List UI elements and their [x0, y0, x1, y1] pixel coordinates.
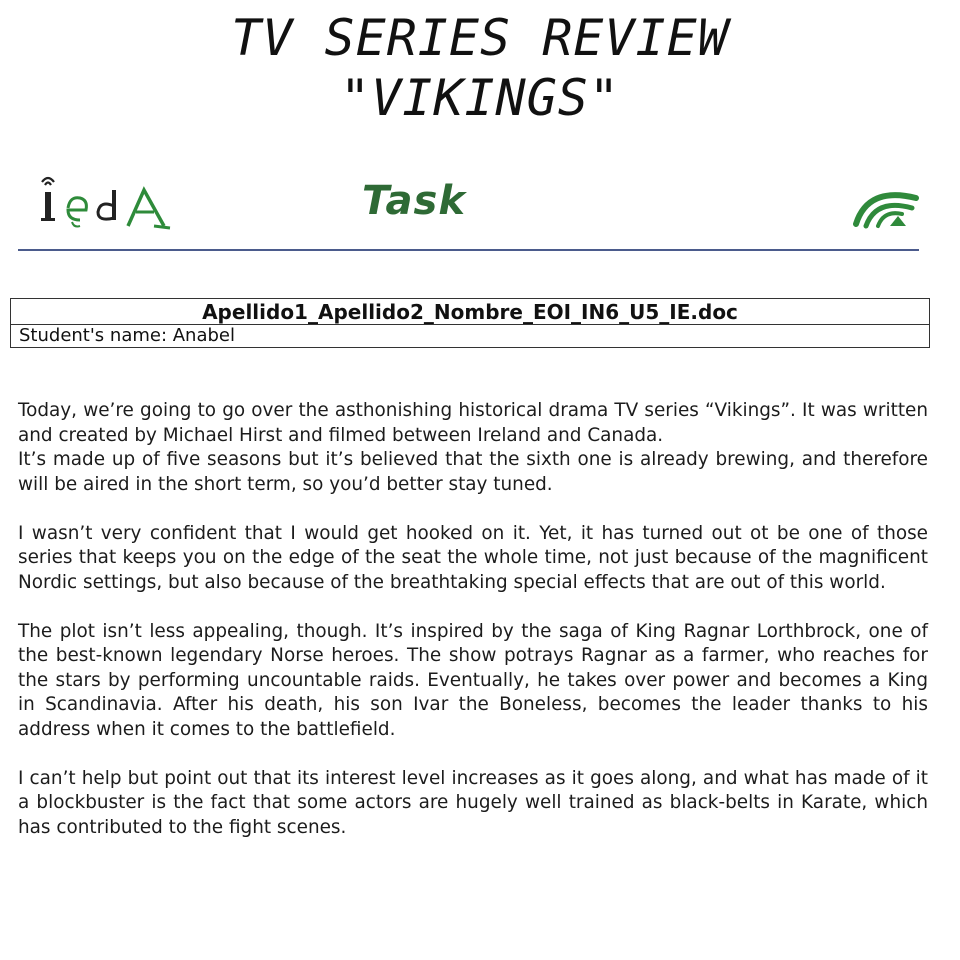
- header-divider: [18, 249, 919, 251]
- page-title-line-2: "VIKINGS": [340, 69, 620, 127]
- paragraph-4: I can’t help but point out that its interest level increases as it goes along, and what has made of it a blockbuster is the fact that some actors are hugely well trained as black-belts in Karate, which has contributed to the fight scenes.: [18, 767, 928, 838]
- document-info-box: [10, 298, 930, 348]
- paragraph-3: The plot isn’t less appealing, though. It’s inspired by the saga of King Ragnar Lorthbrock, one of the best-known legendary Norse heroes. The show potrays Ragnar as a farmer, who reaches for the stars by performing uncountable raids. Eventually, he takes over power and becomes a King in Scandinavia. After his death, his son Ivar the Boneless, becomes the leader thanks to his address when it comes to the battlefield.: [18, 620, 928, 740]
- junta-andalucia-arch-icon: [850, 180, 922, 230]
- ieda-logo: [36, 170, 186, 240]
- review-body: [18, 399, 928, 840]
- paragraph-1-line-1: Today, we’re going to go over the asthonishing historical drama TV series “Vikings”. It was written and created by Michael Hirst and filmed between Ireland and Canada.: [18, 400, 928, 446]
- student-name: Student's name: Anabel: [19, 325, 235, 346]
- document-filename: Apellido1_Apellido2_Nombre_EOI_IN6_U5_IE.doc: [11, 299, 929, 325]
- paragraph-1: [18, 399, 928, 497]
- paragraph-1-line-2: It’s made up of five seasons but it’s believed that the sixth one is already brewing, and therefore will be aired in the short term, so you’d better stay tuned.: [18, 449, 928, 495]
- paragraph-2: I wasn’t very confident that I would get hooked on it. Yet, it has turned out ot be one of those series that keeps you on the edge of the seat the whole time, not just because of the magnificent Nordic settings, but also because of the breathtaking special effects that are out of this world.: [18, 522, 928, 593]
- page-title-line-1: TV SERIES REVIEW: [231, 9, 729, 67]
- task-label: Task: [362, 178, 466, 224]
